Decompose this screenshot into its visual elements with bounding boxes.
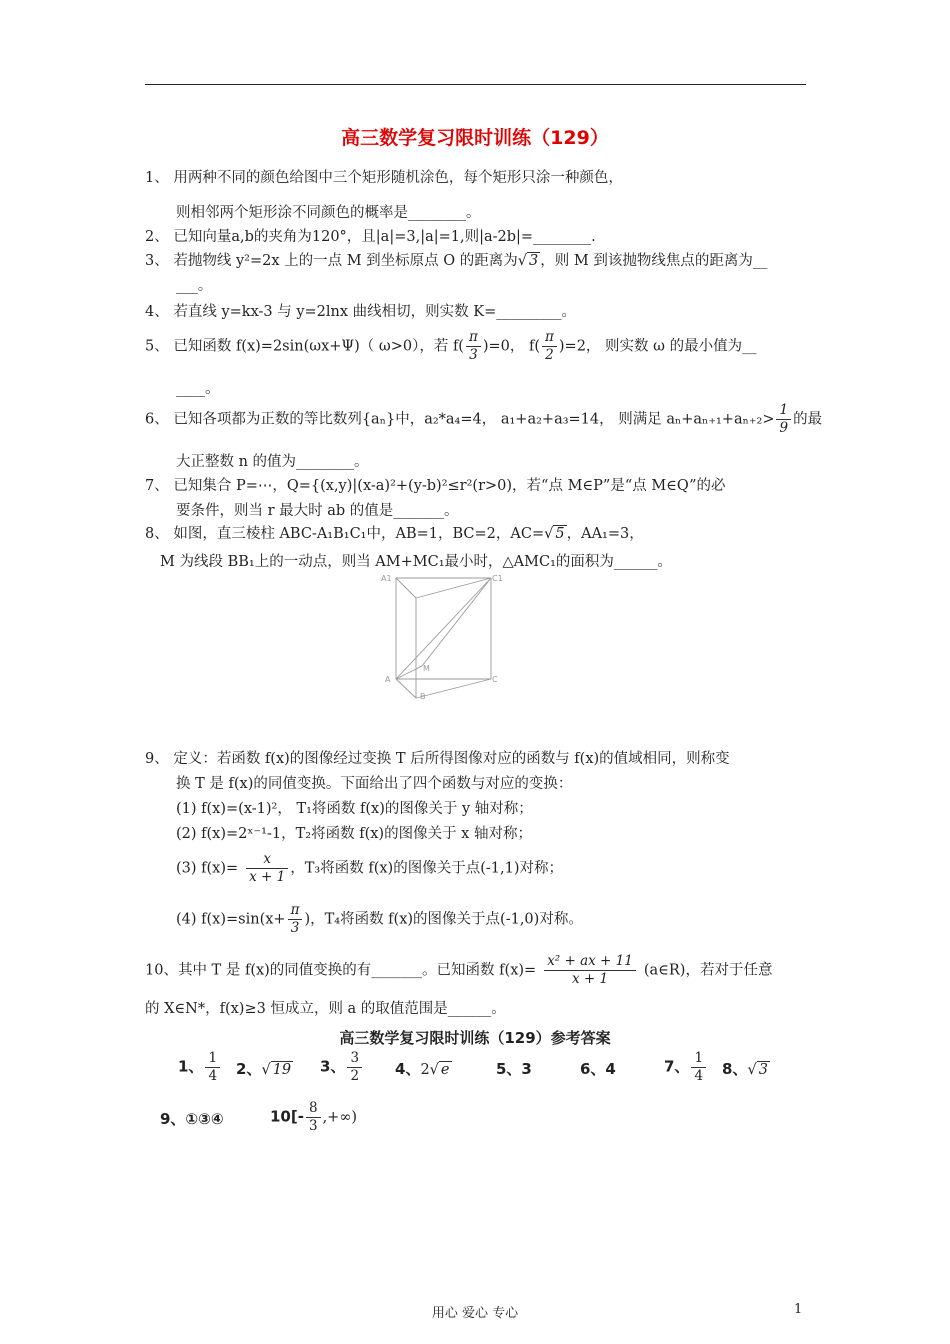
label-c1: C1	[492, 574, 503, 583]
answer-6: 6、4	[580, 1060, 616, 1078]
answer-4: 4、2√ e	[395, 1060, 450, 1078]
q10-frac: $\frac{\text{x² + ax + 11}}{x + 1}$	[544, 953, 636, 988]
q5-frac-pi-2: $\frac{\pi}{2}$	[542, 329, 557, 364]
question-1-line-1: 1、 用两种不同的颜色给图中三个矩形随机涂色，每个矩形只涂一种颜色，	[145, 170, 623, 186]
question-9-item-1: (1) f(x)=(x-1)²， T₁将函数 f(x)的图像关于 y 轴对称；	[176, 801, 533, 817]
answers-title: 高三数学复习限时训练（129）参考答案	[339, 1029, 611, 1047]
label-c: C	[492, 675, 498, 684]
label-a1: A1	[381, 574, 392, 583]
question-8-line-2: M 为线段 BB₁上的一动点，则当 AM+MC₁最小时，△AMC₁的面积为______。	[160, 554, 672, 570]
label-m: M	[423, 664, 430, 673]
question-8-line-1	[145, 525, 644, 543]
prism-figure	[378, 568, 510, 718]
question-6-line-2: 大正整数 n 的值为________。	[176, 454, 369, 470]
question-5-line-1	[145, 329, 757, 364]
question-6-line-1	[145, 402, 822, 437]
q9-item3-frac: $\frac{x}{x + 1}$	[246, 851, 288, 886]
answer-8: 8、√ 3	[722, 1060, 768, 1078]
answer-1: 1、 $\frac{1}{4}$	[178, 1050, 222, 1085]
question-9-item-3	[176, 851, 563, 886]
q8-text-a: 8、 如图，直三棱柱 ABC-A₁B₁C₁中，AB=1，BC=2，AC=	[145, 526, 545, 542]
answer-3: 3、 $\frac{3}{2}$	[320, 1050, 364, 1085]
q5-text-c: )=2， 则实数 ω 的最小值为__	[558, 338, 757, 355]
answer-2: 2、√ 19	[236, 1060, 292, 1078]
q10-text-b: (a∈R)，若对于任意	[643, 962, 773, 979]
question-10-line-2: 的 X∈N*，f(x)≥3 恒成立，则 a 的取值范围是______。	[145, 1001, 506, 1017]
label-b: B	[420, 692, 426, 701]
question-4: 4、 若直线 y=kx-3 与 y=2lnx 曲线相切，则实数 K=_________。	[145, 304, 577, 320]
q6-text-a: 6、 已知各项都为正数的等比数列{aₙ}中，a₂*a₄=4， a₁+a₂+a₃=14， 则满足 aₙ+aₙ₊₁+aₙ₊₂>	[145, 411, 775, 428]
page-title: 高三数学复习限时训练（129）	[341, 127, 609, 149]
q9-item4-frac: $\frac{\pi}{3}$	[288, 902, 303, 937]
page-number: 1	[794, 1302, 803, 1317]
q8-sqrt: √ 5	[544, 526, 565, 542]
question-9-item-4	[176, 902, 583, 937]
question-3-line-1	[145, 252, 767, 270]
q9-item4-text-a: (4) f(x)=sin(x+	[176, 911, 286, 928]
answer-5: 5、3	[496, 1060, 532, 1078]
question-9-item-2: (2) f(x)=2ˣ⁻¹-1，T₂将函数 f(x)的图像关于 x 轴对称；	[176, 826, 532, 842]
answer-7: 7、 $\frac{1}{4}$	[664, 1050, 708, 1085]
q6-text-b: 的最	[793, 411, 823, 428]
answer-10: 10[- $\frac{8}{3}$ ,+∞)	[270, 1100, 358, 1134]
q3-text-b: ，则 M 到该抛物线焦点的距离为__	[540, 253, 768, 269]
question-3-line-2: ___。	[176, 278, 213, 294]
label-a: A	[385, 675, 391, 684]
question-10-line-1	[145, 953, 772, 988]
q6-frac: $\frac{1}{9}$	[776, 402, 791, 437]
question-2: 2、 已知向量a,b的夹角为120°，且|a|=3,|a|=1,则|a-2b|=________.	[145, 229, 596, 245]
q3-sqrt: √ 3	[517, 253, 539, 269]
question-9-line-1: 9、 定义：若函数 f(x)的图像经过变换 T 后所得图像对应的函数与 f(x)的值域相同，则称变	[145, 751, 730, 767]
footer-text: 用心 爱心 专心	[431, 1306, 519, 1321]
question-7-line-2: 要条件，则当 r 最大时 ab 的值是_______。	[176, 503, 459, 519]
answer-9: 9、①③④	[160, 1110, 224, 1128]
q8-text-b: ，AA₁=3，	[566, 526, 644, 542]
q3-text-a: 3、 若抛物线 y²=2x 上的一点 M 到坐标原点 O 的距离为	[145, 253, 518, 269]
q5-text-b: )=0， f(	[482, 338, 541, 355]
q9-item4-text-b: )，T₄将函数 f(x)的图像关于点(-1,0)对称。	[304, 911, 583, 928]
question-7-line-1: 7、 已知集合 P=⋯，Q={(x,y)|(x-a)²+(y-b)²≤r²(r>0)，若“点 M∈P”是“点 M∈Q”的必	[145, 478, 726, 494]
question-5-line-2: ____。	[176, 381, 220, 397]
q5-frac-pi-3: $\frac{\pi}{3}$	[466, 329, 481, 364]
q10-text-a: 10、其中 T 是 f(x)的同值变换的有_______。已知函数 f(x)=	[145, 962, 537, 979]
q5-text-a: 5、 已知函数 f(x)=2sin(ωx+Ψ)（ ω>0），若 f(	[145, 338, 464, 355]
header-rule	[145, 84, 806, 85]
question-1-line-2: 则相邻两个矩形涂不同颜色的概率是________。	[176, 205, 481, 221]
question-9-line-2: 换 T 是 f(x)的同值变换。下面给出了四个函数与对应的变换：	[176, 776, 573, 792]
q9-item3-text-b: ，T₃将函数 f(x)的图像关于点(-1,1)对称；	[290, 860, 563, 877]
q9-item3-text-a: (3) f(x)=	[176, 860, 239, 877]
